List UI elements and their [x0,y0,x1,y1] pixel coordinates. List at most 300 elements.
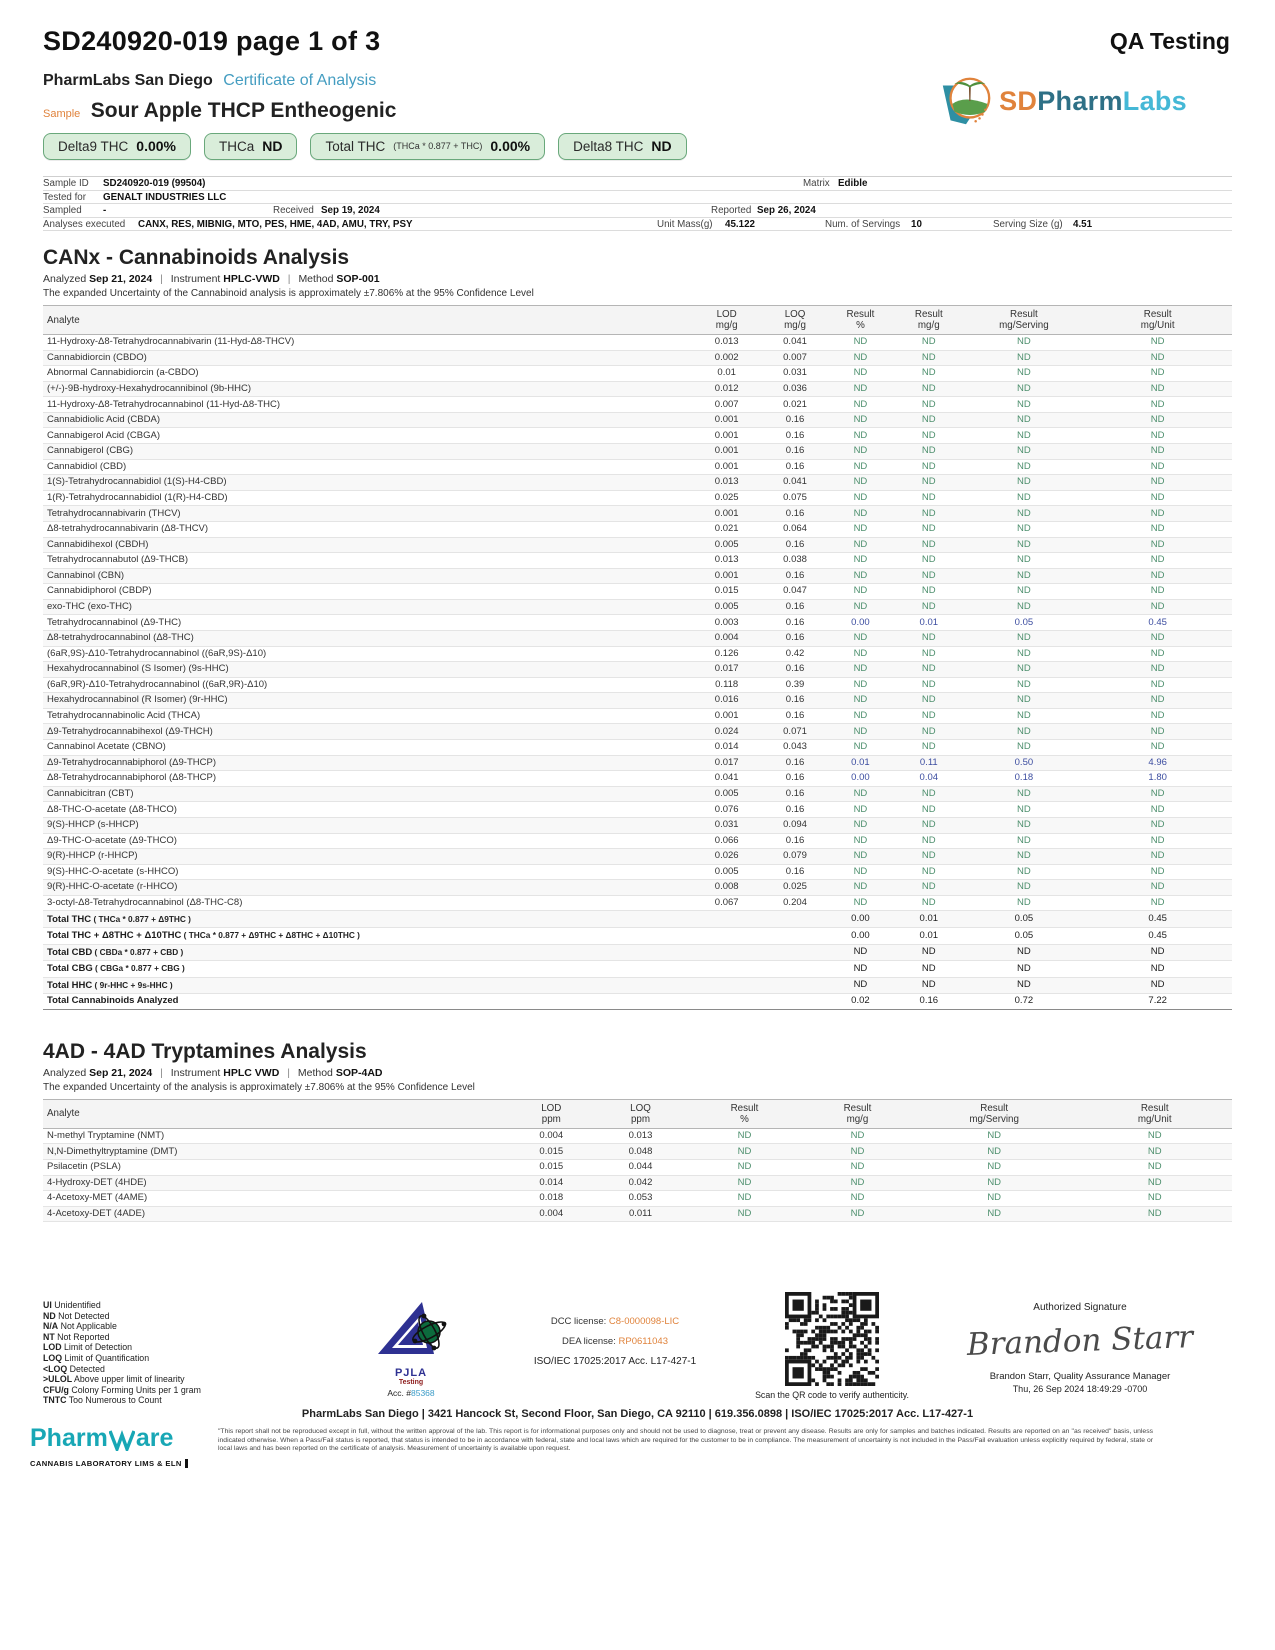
total-name: Total HHC ( 9r-HHC + 9s-HHC ) [43,977,691,994]
result-value: ND [911,1175,1077,1191]
result-value: ND [893,444,964,460]
pjla-sub: Testing [398,1379,424,1386]
limit-value: 0.044 [596,1160,685,1176]
result-value: ND [964,397,1083,413]
analyte-row [43,568,1232,584]
pill-value: 0.00% [136,138,176,154]
result-value: ND [964,895,1083,911]
result-value: ND [893,521,964,537]
result-value: ND [828,553,893,569]
limit-value: 0.001 [691,708,762,724]
sample-name: Sour Apple THCP Entheogenic [90,99,397,122]
result-value: ND [964,506,1083,522]
analyte-name: Cannabidiphorol (CBDP) [43,584,691,600]
result-value: ND [893,490,964,506]
empty-cell [691,961,762,978]
total-result-value: 0.00 [828,927,893,944]
limit-value: 0.001 [691,428,762,444]
result-value: 0.00 [828,615,893,631]
result-value: ND [964,428,1083,444]
limit-value: 0.16 [762,615,827,631]
unit-mass-label: Unit Mass(g) [657,218,713,230]
result-value: ND [828,521,893,537]
total-row [43,927,1232,944]
result-value: ND [828,428,893,444]
result-value: ND [828,381,893,397]
result-value: ND [1083,428,1232,444]
servings-value: 10 [911,218,922,230]
column-result-mg-unit: Result mg/Unit [1083,306,1232,335]
analyzed-date: Sep 21, 2024 [89,273,153,285]
analyte-name: Cannabidiolic Acid (CBDA) [43,412,691,428]
result-value: ND [964,537,1083,553]
serving-size-label: Serving Size (g) [993,218,1063,230]
result-value: ND [1077,1144,1232,1160]
limit-value: 0.013 [691,335,762,351]
limit-value: 0.016 [691,693,762,709]
result-value: ND [828,662,893,678]
result-value: ND [1083,490,1232,506]
pill-label: THCa [218,138,255,154]
analyte-name: Cannabigerol Acid (CBGA) [43,428,691,444]
dcc-license-value: C8-0000098-LIC [608,1316,680,1327]
result-value: ND [1077,1191,1232,1207]
result-value: ND [1083,521,1232,537]
result-value: ND [964,335,1083,351]
analyte-name: 11-Hydroxy-Δ8-Tetrahydrocannabivarin (11-Hyd-Δ8-THCV) [43,335,691,351]
summary-pills [43,133,1232,160]
analyte-row [43,1144,1232,1160]
result-value: ND [964,444,1083,460]
total-result-value: 0.45 [1083,927,1232,944]
analyte-row [43,599,1232,615]
empty-cell [691,994,762,1010]
analyte-name: 3-octyl-Δ8-Tetrahydrocannabinol (Δ8-THC-C8) [43,895,691,911]
total-row [43,961,1232,978]
certificate-of-analysis-label: Certificate of Analysis [223,72,377,89]
analyte-row [43,677,1232,693]
table-header-row [43,1099,1232,1128]
result-value: ND [828,724,893,740]
instrument-label: Instrument [170,273,221,285]
result-value: ND [804,1175,911,1191]
analyte-name: Δ8-tetrahydrocannabinol (Δ8-THC) [43,630,691,646]
result-value: ND [1083,662,1232,678]
analyte-name: Cannabidiorcin (CBDO) [43,350,691,366]
reported-value: Sep 26, 2024 [757,205,816,216]
result-value: 0.50 [964,755,1083,771]
limit-value: 0.013 [596,1128,685,1144]
result-value: ND [893,350,964,366]
result-value: ND [893,537,964,553]
analyte-name: Δ8-Tetrahydrocannabiphorol (Δ8-THCP) [43,771,691,787]
limit-value: 0.018 [507,1191,596,1207]
analyte-name: 9(R)-HHCP (r-HHCP) [43,849,691,865]
analyte-row [43,646,1232,662]
result-value: ND [1083,786,1232,802]
result-value: ND [828,599,893,615]
limit-value: 0.014 [691,740,762,756]
limit-value: 0.16 [762,412,827,428]
matrix-label: Matrix [803,178,830,189]
limit-value: 0.024 [691,724,762,740]
analyte-name: (6aR,9R)-Δ10-Tetrahydrocannabinol ((6aR,9R)-Δ10) [43,677,691,693]
analyte-row [43,553,1232,569]
analyte-row [43,1175,1232,1191]
limit-value: 0.126 [691,646,762,662]
result-value: ND [893,397,964,413]
total-result-value: 0.02 [828,994,893,1010]
result-value: ND [964,553,1083,569]
analyte-name: Δ9-Tetrahydrocannabiphorol (Δ9-THCP) [43,755,691,771]
legend-item: ND Not Detected [43,1310,110,1321]
result-value: ND [804,1160,911,1176]
analyte-row [43,584,1232,600]
total-result-value: 0.01 [893,927,964,944]
result-value: ND [804,1191,911,1207]
total-result-value: ND [1083,961,1232,978]
analyte-row [43,428,1232,444]
limit-value: 0.16 [762,568,827,584]
result-value: ND [964,412,1083,428]
result-value: ND [964,646,1083,662]
limit-value: 0.043 [762,740,827,756]
pill-delta8-thc [558,133,687,160]
pharmware-logo [30,1424,200,1471]
method-value: SOP-4AD [335,1066,383,1079]
analyte-row [43,412,1232,428]
pill-total-thc [310,133,545,160]
canx-table-header [43,306,1232,335]
empty-cell [691,927,762,944]
result-value: ND [1083,506,1232,522]
result-value: ND [1083,740,1232,756]
limit-value: 0.041 [762,475,827,491]
limit-value: 0.001 [691,459,762,475]
limit-value: 0.015 [507,1160,596,1176]
result-value: ND [964,833,1083,849]
serving-size-value: 4.51 [1073,218,1093,230]
result-value: ND [804,1128,911,1144]
total-name: Total Cannabinoids Analyzed [43,994,691,1010]
result-value: ND [893,366,964,382]
column-result-mg-g: Result mg/g [893,306,964,335]
empty-cell [762,977,827,994]
pill-thca [204,133,298,160]
result-value: ND [1083,802,1232,818]
analyte-row [43,864,1232,880]
qr-code[interactable] [785,1292,879,1386]
result-value: ND [685,1144,804,1160]
analyte-row [43,444,1232,460]
result-value: ND [893,740,964,756]
analyte-row [43,771,1232,787]
result-value: ND [911,1160,1077,1176]
result-value: ND [804,1206,911,1222]
result-value: ND [1083,833,1232,849]
analyte-row [43,708,1232,724]
result-value: ND [828,677,893,693]
column-result-mg-serving: Result mg/Serving [911,1099,1077,1128]
method-label: Method [297,1066,333,1079]
limit-value: 0.204 [762,895,827,911]
instrument-value: HPLC VWD [223,1066,280,1079]
analyte-name: Cannabidihexol (CBDH) [43,537,691,553]
result-value: ND [964,366,1083,382]
result-value: ND [828,490,893,506]
result-value: ND [828,584,893,600]
empty-cell [762,911,827,928]
result-value: ND [964,568,1083,584]
result-value: ND [828,537,893,553]
result-value: ND [893,428,964,444]
analyte-row [43,740,1232,756]
pill-value: ND [651,138,672,154]
result-value: ND [1083,459,1232,475]
canx-section-title: CANx - Cannabinoids Analysis [43,246,350,269]
sample-label: Sample [43,108,81,120]
result-value: ND [828,849,893,865]
result-value: ND [1083,864,1232,880]
limit-value: 0.079 [762,849,827,865]
sdpharmlabs-logo [937,72,1187,130]
result-value: 0.04 [893,771,964,787]
analyte-name: N-methyl Tryptamine (NMT) [43,1128,507,1144]
result-value: ND [828,506,893,522]
empty-cell [691,911,762,928]
analyte-name: Δ9-THC-O-acetate (Δ9-THCO) [43,833,691,849]
column-lod-mg-g: LOD mg/g [691,306,762,335]
limit-value: 0.067 [691,895,762,911]
limit-value: 0.013 [691,553,762,569]
signature-script: Brandon Starr [966,1319,1194,1363]
total-result-value: ND [964,961,1083,978]
limit-value: 0.001 [691,412,762,428]
result-value: ND [1083,708,1232,724]
legend-item: <LOQ Detected [43,1363,105,1374]
analyte-row [43,615,1232,631]
legend-item: >ULOL Above upper limit of linearity [43,1374,185,1385]
received-value: Sep 19, 2024 [321,205,380,216]
total-result-value: 0.05 [964,911,1083,928]
result-value: ND [828,412,893,428]
limit-value: 0.16 [762,630,827,646]
column-result-mg-serving: Result mg/Serving [964,306,1083,335]
limit-value: 0.42 [762,646,827,662]
dea-license [500,1336,730,1347]
result-value: ND [828,740,893,756]
limit-value: 0.39 [762,677,827,693]
limit-value: 0.066 [691,833,762,849]
limit-value: 0.041 [691,771,762,787]
canx-table [43,305,1232,1010]
analyte-row [43,459,1232,475]
limit-value: 0.01 [691,366,762,382]
limit-value: 0.16 [762,662,827,678]
limit-value: 0.025 [691,490,762,506]
limit-value: 0.038 [762,553,827,569]
analyte-name: Tetrahydrocannabutol (Δ9-THCB) [43,553,691,569]
column-loq-mg-g: LOQ mg/g [762,306,827,335]
column-result-mg-unit: Result mg/Unit [1077,1099,1232,1128]
analyte-row [43,537,1232,553]
tryp-table [43,1099,1232,1222]
result-value: 0.00 [828,771,893,787]
analyte-name: Δ8-tetrahydrocannabivarin (Δ8-THCV) [43,521,691,537]
analyte-row [43,1160,1232,1176]
result-value: ND [1083,630,1232,646]
result-value: ND [893,786,964,802]
total-result-value: ND [893,977,964,994]
sample-info-table [43,176,1232,231]
total-result-value: ND [1083,977,1232,994]
analyte-name: 4-Acetoxy-MET (4AME) [43,1191,507,1207]
result-value: ND [964,475,1083,491]
canx-uncertainty-note: The expanded Uncertainty of the Cannabinoid analysis is approximately ±7.806% at the 95% Confidence Level [43,288,534,299]
limit-value: 0.076 [691,802,762,818]
pill-value: 0.00% [490,138,531,154]
result-value: ND [1077,1175,1232,1191]
qa-testing-label: QA Testing [1109,28,1230,54]
result-value: ND [828,350,893,366]
limit-value: 0.047 [762,584,827,600]
result-value: ND [964,521,1083,537]
result-value: ND [828,475,893,491]
limit-value: 0.014 [507,1175,596,1191]
result-value: ND [893,849,964,865]
limit-value: 0.16 [762,537,827,553]
iso-accreditation: ISO/IEC 17025:2017 Acc. L17-427-1 [533,1356,697,1367]
result-value: ND [911,1128,1077,1144]
result-value: ND [893,833,964,849]
dcc-license-label: DCC license: [550,1316,607,1327]
analyte-name: Δ9-Tetrahydrocannabihexol (Δ9-THCH) [43,724,691,740]
dea-license-value: RP0611043 [618,1336,668,1347]
analyte-name: exo-THC (exo-THC) [43,599,691,615]
dcc-license [500,1316,730,1327]
limit-value: 0.001 [691,444,762,460]
column-result-: Result % [828,306,893,335]
analyte-name: (+/-)-9B-hydroxy-Hexahydrocannibinol (9b-HHC) [43,381,691,397]
pill-label: Delta9 THC [58,138,129,154]
analyte-row [43,350,1232,366]
result-value: ND [1083,412,1232,428]
result-value: ND [893,817,964,833]
result-value: ND [1083,350,1232,366]
result-value: ND [964,864,1083,880]
result-value: 4.96 [1083,755,1232,771]
pharmware-tagline: CANNABIS LABORATORY LIMS & ELN [30,1459,188,1468]
canx-table-body [43,335,1232,1010]
pjla-acc-label: Acc. # [387,1388,411,1398]
analyte-row [43,786,1232,802]
dea-license-label: DEA license: [562,1336,616,1347]
abbreviation-legend [43,1300,201,1406]
signature-block [930,1302,1230,1394]
result-value: ND [893,708,964,724]
total-result-value: ND [828,961,893,978]
analyte-name: Δ8-THC-O-acetate (Δ8-THCO) [43,802,691,818]
result-value: ND [804,1144,911,1160]
legend-item: TNTC Too Numerous to Count [43,1395,162,1406]
limit-value: 0.16 [762,833,827,849]
sampled-value: - [103,205,107,216]
result-value: ND [1083,677,1232,693]
result-value: ND [828,693,893,709]
result-value: ND [893,584,964,600]
instrument-value: HPLC-VWD [223,273,280,285]
analyte-name: 9(S)-HHCP (s-HHCP) [43,817,691,833]
pjla-name: PJLA [394,1367,428,1379]
total-result-value: 0.16 [893,994,964,1010]
analyzed-label: Analyzed [43,273,87,285]
column-lod-ppm: LOD ppm [507,1099,596,1128]
analyte-name: Abnormal Cannabidiorcin (a-CBDO) [43,366,691,382]
total-row [43,994,1232,1010]
result-value: ND [911,1144,1077,1160]
matrix-value: Edible [838,178,868,189]
column-result-: Result % [685,1099,804,1128]
total-result-value: ND [964,944,1083,961]
sample-id-label: Sample ID [43,178,89,189]
analyte-row [43,490,1232,506]
analyses-value: CANX, RES, MIBNIG, MTO, PES, HME, 4AD, AMU, TRY, PSY [138,218,413,230]
analyte-row [43,849,1232,865]
result-value: ND [893,553,964,569]
empty-cell [762,961,827,978]
result-value: 0.05 [964,615,1083,631]
analyte-name: Tetrahydrocannabivarin (THCV) [43,506,691,522]
result-value: 0.45 [1083,615,1232,631]
license-block [500,1316,730,1367]
pharmware-wordmark [30,1424,200,1453]
result-value: ND [893,724,964,740]
method-label: Method [298,273,334,285]
result-value: ND [893,599,964,615]
pharmlabs-emblem-icon [937,72,995,130]
total-result-value: 0.05 [964,927,1083,944]
legend-item: LOQ Limit of Quantification [43,1352,150,1363]
result-value: ND [1083,568,1232,584]
total-result-value: 7.22 [1083,994,1232,1010]
result-value: ND [893,381,964,397]
result-value: ND [893,412,964,428]
analyte-row [43,366,1232,382]
analyte-name: Cannabicitran (CBT) [43,786,691,802]
result-value: ND [893,630,964,646]
unit-mass-value: 45.122 [725,218,755,230]
analyses-label: Analyses executed [43,218,126,230]
result-value: ND [964,740,1083,756]
result-value: ND [828,802,893,818]
result-value: ND [893,677,964,693]
total-result-value: ND [964,977,1083,994]
result-value: ND [893,880,964,896]
pill-delta9-thc [43,133,191,160]
servings-label: Num. of Servings [825,218,901,230]
result-value: ND [1083,397,1232,413]
reported-label: Reported [711,205,752,216]
result-value: ND [911,1206,1077,1222]
limit-value: 0.004 [507,1128,596,1144]
limit-value: 0.031 [762,366,827,382]
analyte-row [43,521,1232,537]
analyte-row [43,880,1232,896]
limit-value: 0.094 [762,817,827,833]
pill-formula: (THCa * 0.877 + THC) [393,141,483,151]
result-value: ND [685,1175,804,1191]
total-result-value: ND [828,977,893,994]
